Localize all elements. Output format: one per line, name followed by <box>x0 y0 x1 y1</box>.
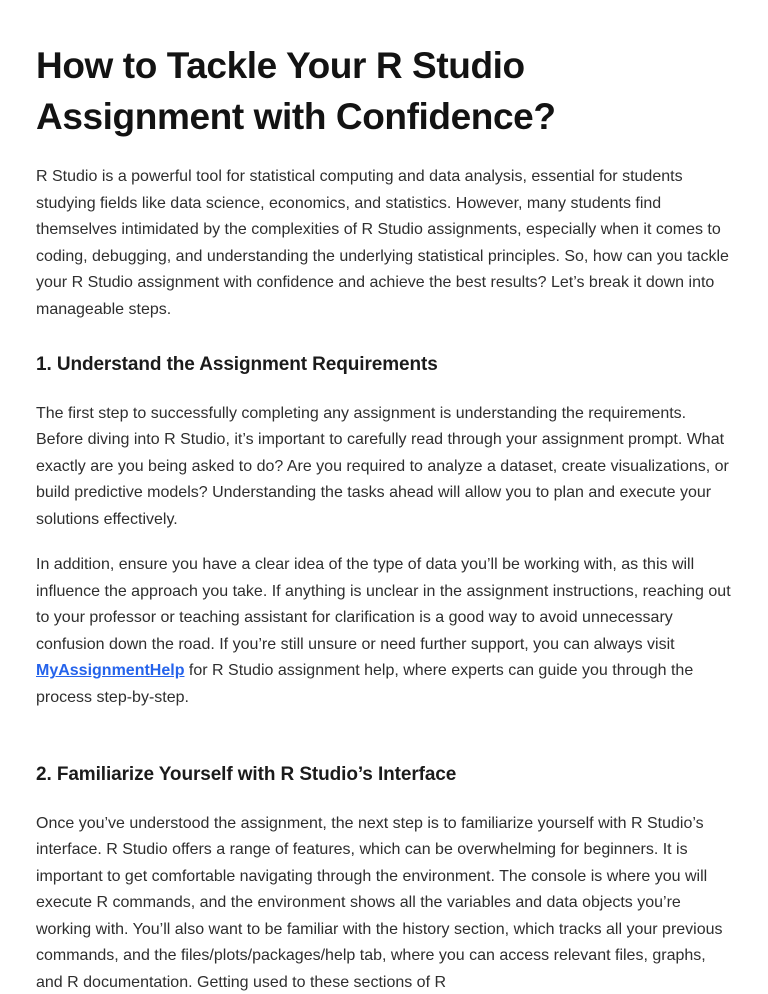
page-title: How to Tackle Your R Studio Assignment with Confidence? <box>36 45 556 138</box>
section-1-paragraph-1: The first step to successfully completing any assignment is understanding the requirements. Before diving into R Studio, it’s important to carefully read through your assignment prompt. What exactly are you being asked to do? Are you required to analyze a dataset, create visualizations, or build predictive models? Understanding the tasks ahead will allow you to plan and execute your solutions effectively. <box>36 404 729 528</box>
paragraph-text-after-link: for R Studio assignment help, where experts can guide you through the process step-by-step. <box>36 662 694 706</box>
section-2-heading: 2. Familiarize Yourself with R Studio’s Interface <box>36 764 457 786</box>
section-1-heading: 1. Understand the Assignment Requirements <box>36 354 438 376</box>
myassignmenthelp-link[interactable]: MyAssignmentHelp <box>36 662 185 680</box>
article <box>36 40 732 994</box>
paragraph-text-before-link: In addition, ensure you have a clear idea of the type of data you’ll be working with, as this will influence the approach you take. If anything is unclear in the assignment instructions, reaching out to your professor or teaching assistant for clarification is a good way to avoid unnecessary confusion down the road. If you’re still unsure or need further support, you can always visit <box>36 556 731 653</box>
intro-paragraph: R Studio is a powerful tool for statistical computing and data analysis, essential for students studying fields like data science, economics, and statistics. However, many students find themselves intimidated by the complexities of R Studio assignments, especially when it comes to coding, debugging, and understanding the underlying statistical principles. So, how can you tackle your R Studio assignment with confidence and achieve the best results? Let’s break it down into manageable steps. <box>36 168 729 318</box>
section-2-paragraph-1: Once you’ve understood the assignment, the next step is to familiarize yourself with R Studio’s interface. R Studio offers a range of features, which can be overwhelming for beginners. It is important to get comfortable navigating through the environment. The console is where you will execute R commands, and the environment shows all the variables and data objects you’re working with. You’ll also want to be familiar with the history section, which tracks all your previous commands, and the files/plots/packages/help tab, where you can access relevant files, graphs, and R documentation. Getting used to these sections of R <box>36 814 723 991</box>
section-1-paragraph-2 <box>36 552 732 711</box>
